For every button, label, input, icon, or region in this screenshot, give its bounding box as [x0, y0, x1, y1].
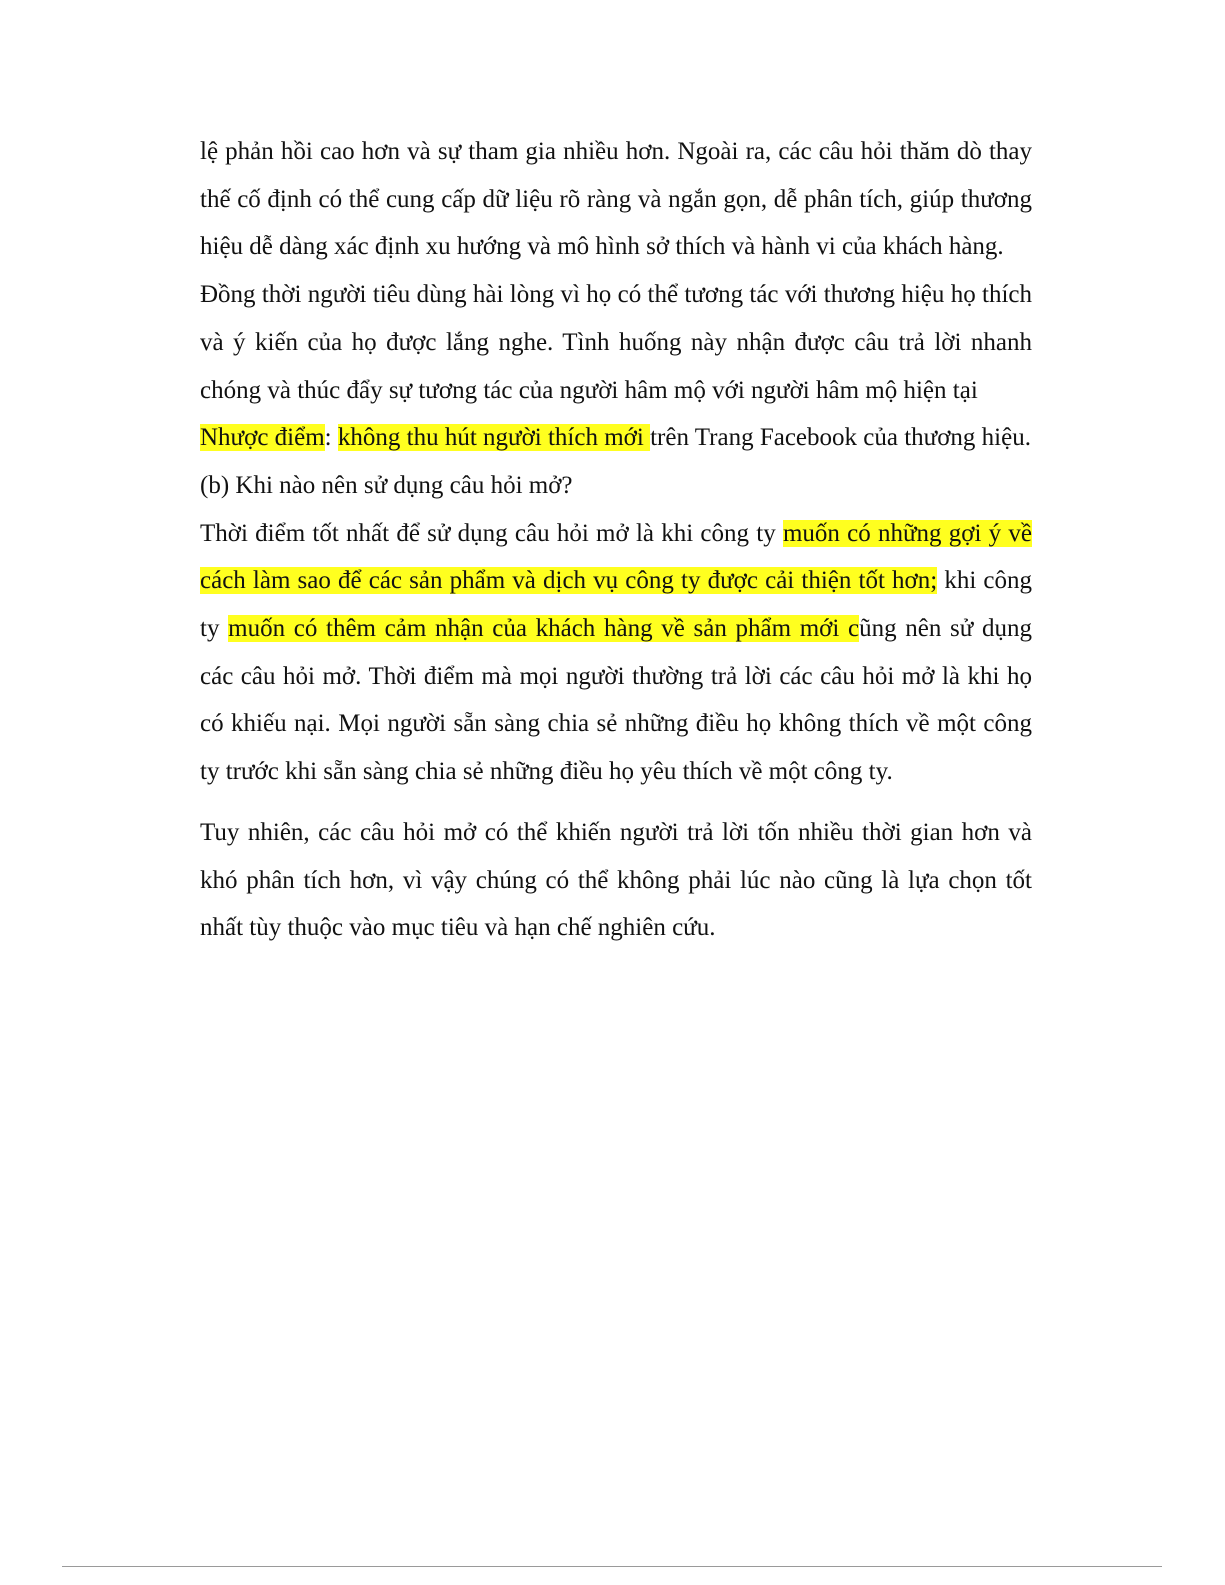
paragraph-disadvantage [200, 414, 1032, 462]
disadvantage-rest: trên Trang Facebook của thương hiệu. [650, 424, 1031, 452]
timing-highlight-2: muốn có thêm cảm nhận của khách hàng về sản phẩm mới c [228, 615, 860, 643]
timing-highlight-1: muốn có những gợi ý về cách làm sao để các sản phẩm và dịch vụ công ty được cải thiện tốt hơn; [200, 519, 1032, 595]
paragraph-consumer-satisfaction: Đồng thời người tiêu dùng hài lòng vì họ có thể tương tác với thương hiệu họ thích và ý kiến của họ được lắng nghe. Tình huống này nhận được câu trả lời nhanh chóng và thúc đẩy sự tương tác của người hâm mộ với người hâm mộ hiện tại [200, 281, 1032, 404]
timing-text-1: Thời điểm tốt nhất để sử dụng câu hỏi mở là khi công ty [200, 519, 783, 547]
disadvantage-colon: : [324, 424, 338, 452]
paragraph-response-rate: lệ phản hồi cao hơn và sự tham gia nhiều hơn. Ngoài ra, các câu hỏi thăm dò thay thế cố định có thể cung cấp dữ liệu rõ ràng và ngắn gọn, dễ phân tích, giúp thương hiệu dễ dàng xác định xu hướng và mô hình sở thích và hành vi của khách hàng. [200, 138, 1032, 261]
disadvantage-label: Nhược điểm [200, 424, 325, 452]
disadvantage-highlight: không thu hút người thích mới [337, 424, 651, 452]
page-bottom-rule [62, 1566, 1162, 1567]
section-heading-open-questions: (b) Khi nào nên sử dụng câu hỏi mở? [200, 471, 573, 499]
paragraph-open-questions-timing [200, 510, 1032, 796]
paragraph-open-questions-drawbacks: Tuy nhiên, các câu hỏi mở có thể khiến người trả lời tốn nhiều thời gian hơn và khó phân tích hơn, vì vậy chúng có thể không phải lúc nào cũng là lựa chọn tốt nhất tùy thuộc vào mục tiêu và hạn chế nghiên cứu. [200, 818, 1032, 942]
document-body [200, 128, 1032, 952]
timing-text-2: khi công ty [200, 567, 1032, 643]
timing-text-3: ũng nên sử dụng các câu hỏi mở. Thời điểm mà mọi người thường trả lời các câu hỏi mở là khi họ có khiếu nại. Mọi người sẵn sàng chia sẻ những điều họ không thích về một công ty trước khi sẵn sàng chia sẻ những điều họ yêu thích về một công ty. [200, 615, 1032, 786]
